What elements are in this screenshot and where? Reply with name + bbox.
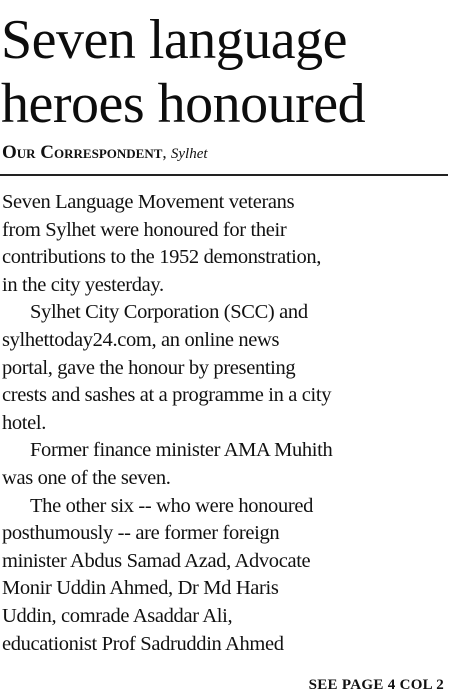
text-line: was one of the seven. [2,466,171,489]
text-line: in the city yesterday. [2,273,164,296]
text-line: crests and sashes at a programme in a city [2,384,332,407]
byline-author: Our Correspondent [2,142,163,163]
text-line: educationist Prof Sadruddin Ahmed [2,632,284,655]
byline-separator: , [162,143,167,162]
article-paragraph [2,189,448,299]
text-line: contributions to the 1952 demonstration, [2,246,322,269]
text-line: Sylhet City Corporation (SCC) and [30,301,308,324]
text-line: The other six -- who were honoured [30,494,313,517]
byline-place: Sylhet [170,146,208,162]
article-body [0,189,448,658]
text-line: sylhettoday24.com, an online news [2,328,280,351]
byline-divider [0,174,448,176]
text-line: Seven Language Movement veterans [2,191,295,213]
article-paragraph [2,493,448,659]
article-paragraph [2,437,448,492]
headline [0,0,450,136]
text-line: portal, gave the honour by presenting [2,356,296,379]
headline-line: heroes honoured [1,73,366,135]
text-line: Former finance minister AMA Muhith [30,439,333,462]
article-paragraph [2,299,448,437]
text-line: minister Abdus Samad Azad, Advocate [2,549,311,572]
text-line: posthumously -- are former foreign [2,522,280,545]
text-line: Monir Uddin Ahmed, Dr Md Haris [2,577,279,600]
continuation-jump-line: SEE PAGE 4 COL 2 [308,677,444,693]
text-line: from Sylhet were honoured for their [2,218,287,241]
text-line: Uddin, comrade Asaddar Ali, [2,604,233,627]
text-line: hotel. [2,411,47,434]
byline [0,142,450,165]
headline-line: Seven language [1,9,347,71]
